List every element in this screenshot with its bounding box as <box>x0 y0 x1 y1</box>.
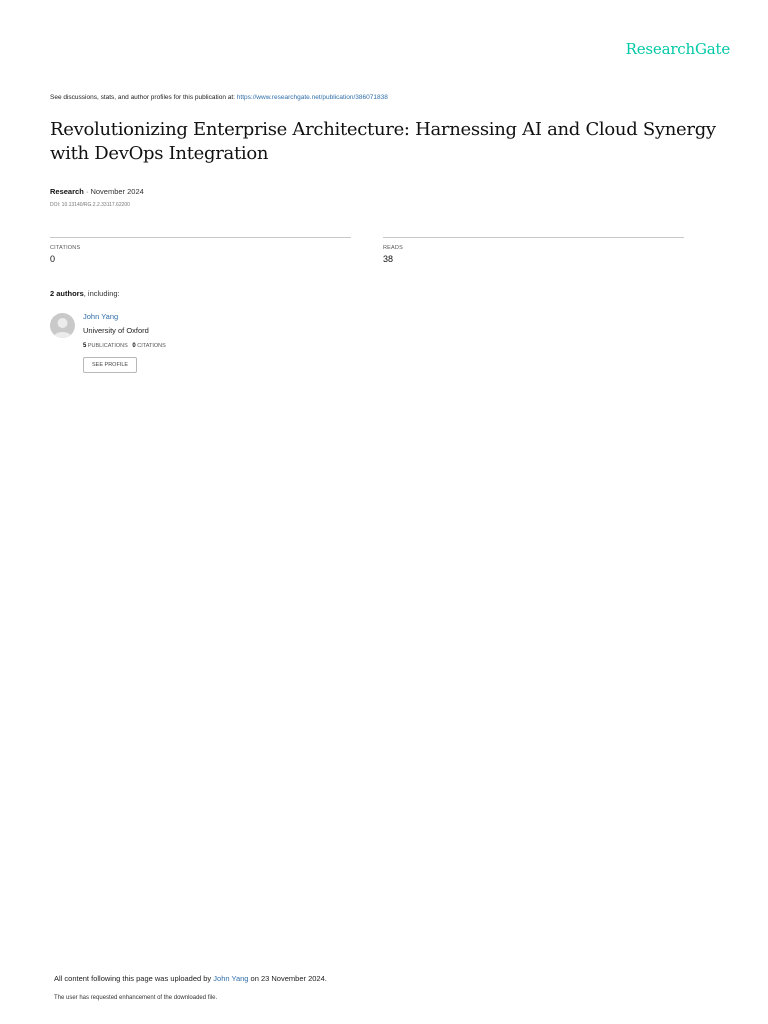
citations-stat <box>50 237 351 264</box>
reads-stat <box>383 237 684 264</box>
author-publications-count: 5 <box>83 343 87 349</box>
author-publications-label: PUBLICATIONS <box>86 343 128 349</box>
reads-label: READS <box>383 245 403 251</box>
author-citations-label: CITATIONS <box>135 343 166 349</box>
publication-doi: DOI: 10.13140/RG.2.2.33117.62200 <box>50 202 130 208</box>
author-info <box>83 312 166 373</box>
enhancement-note: The user has requested enhancement of the downloaded file. <box>54 995 218 1001</box>
person-silhouette-icon <box>50 313 75 338</box>
author-affiliation: University of Oxford <box>83 326 149 335</box>
authors-count: 2 authors <box>50 289 84 298</box>
authors-heading <box>50 289 120 298</box>
uploader-link[interactable]: John Yang <box>213 974 249 983</box>
upload-suffix: on 23 November 2024. <box>248 974 327 983</box>
discussion-line <box>50 94 388 101</box>
publication-meta <box>50 187 144 196</box>
reads-value: 38 <box>383 254 394 264</box>
see-profile-button[interactable]: SEE PROFILE <box>83 357 137 373</box>
author-stats <box>83 343 166 349</box>
discussion-prefix: See discussions, stats, and author profiles for this publication at: <box>50 94 237 101</box>
upload-note <box>54 974 327 983</box>
publication-type: Research <box>50 187 84 196</box>
citations-value: 0 <box>50 254 56 264</box>
author-name-link[interactable]: John Yang <box>83 312 119 321</box>
author-card <box>50 312 350 382</box>
author-citations-count: 0 <box>132 343 136 349</box>
researchgate-logo[interactable]: ResearchGate <box>625 40 730 58</box>
avatar-icon[interactable] <box>50 313 75 338</box>
authors-suffix: , including: <box>83 289 120 298</box>
publication-url-link[interactable]: https://www.researchgate.net/publication/386071838 <box>236 94 388 101</box>
publication-date: · November 2024 <box>83 187 144 196</box>
citations-label: CITATIONS <box>50 245 81 251</box>
publication-title: Revolutionizing Enterprise Architecture: Harnessing AI and Cloud Synergy with DevOps Integration <box>50 119 716 164</box>
upload-prefix: All content following this page was uploaded by <box>54 974 214 983</box>
